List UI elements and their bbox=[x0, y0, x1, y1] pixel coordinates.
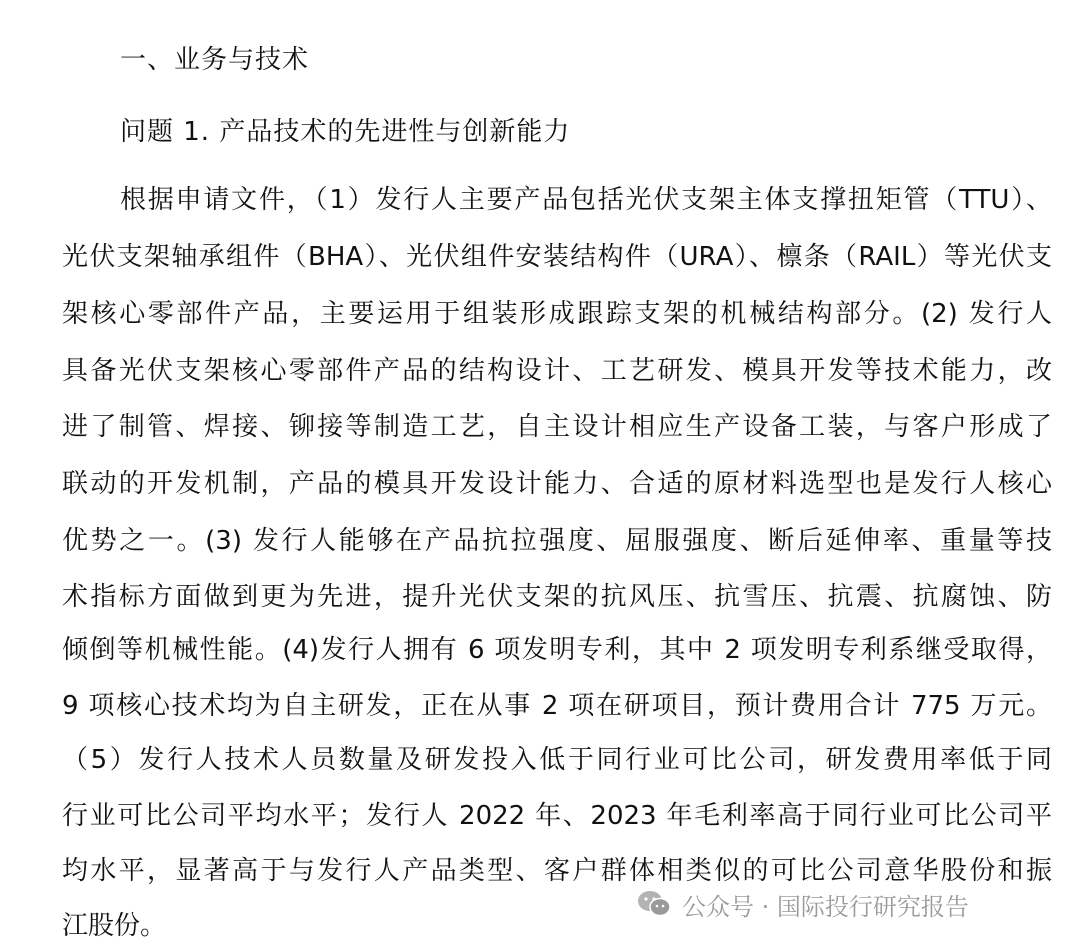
watermark-text: 公众号 · 国际投行研究报告 bbox=[682, 892, 969, 921]
paragraph-line: 9 项核心技术均为自主研发，正在从事 2 项在研项目，预计费用合计 775 万元。 bbox=[62, 691, 1052, 721]
paragraph-line: 光伏支架轴承组件（BHA）、光伏组件安装结构件（URA）、檩条（RAIL）等光伏支 bbox=[62, 242, 1052, 272]
watermark bbox=[636, 884, 969, 924]
paragraph-line: 江股份。 bbox=[62, 911, 167, 941]
question-title: 问题 1. 产品技术的先进性与创新能力 bbox=[120, 117, 571, 147]
paragraph-line: 联动的开发机制，产品的模具开发设计能力、合适的原材料选型也是发行人核心 bbox=[62, 469, 1052, 499]
wechat-icon bbox=[636, 889, 672, 919]
paragraph-line: 术指标方面做到更为先进，提升光伏支架的抗风压、抗雪压、抗震、抗腐蚀、防 bbox=[62, 582, 1052, 612]
paragraph-line: 进了制管、焊接、铆接等制造工艺，自主设计相应生产设备工装，与客户形成了 bbox=[62, 412, 1052, 442]
paragraph-line: 架核心零部件产品，主要运用于组装形成跟踪支架的机械结构部分。(2) 发行人 bbox=[62, 299, 1052, 329]
section-title: 一、业务与技术 bbox=[120, 45, 310, 75]
paragraph-line: 均水平，显著高于与发行人产品类型、客户群体相类似的可比公司意华股份和振 bbox=[62, 856, 1052, 886]
paragraph-line: 优势之一。(3) 发行人能够在产品抗拉强度、屈服强度、断后延伸率、重量等技 bbox=[62, 526, 1052, 556]
paragraph-line: 具备光伏支架核心零部件产品的结构设计、工艺研发、模具开发等技术能力，改 bbox=[62, 356, 1052, 386]
paragraph-line: 根据申请文件，（1）发行人主要产品包括光伏支架主体支撑扭矩管（TTU）、 bbox=[120, 185, 1052, 215]
paragraph-line: 倾倒等机械性能。(4)发行人拥有 6 项发明专利，其中 2 项发明专利系继受取得， bbox=[62, 635, 1052, 665]
paragraph-line: （5）发行人技术人员数量及研发投入低于同行业可比公司，研发费用率低于同 bbox=[62, 745, 1052, 775]
paragraph-line: 行业可比公司平均水平；发行人 2022 年、2023 年毛利率高于同行业可比公司平 bbox=[62, 801, 1052, 831]
